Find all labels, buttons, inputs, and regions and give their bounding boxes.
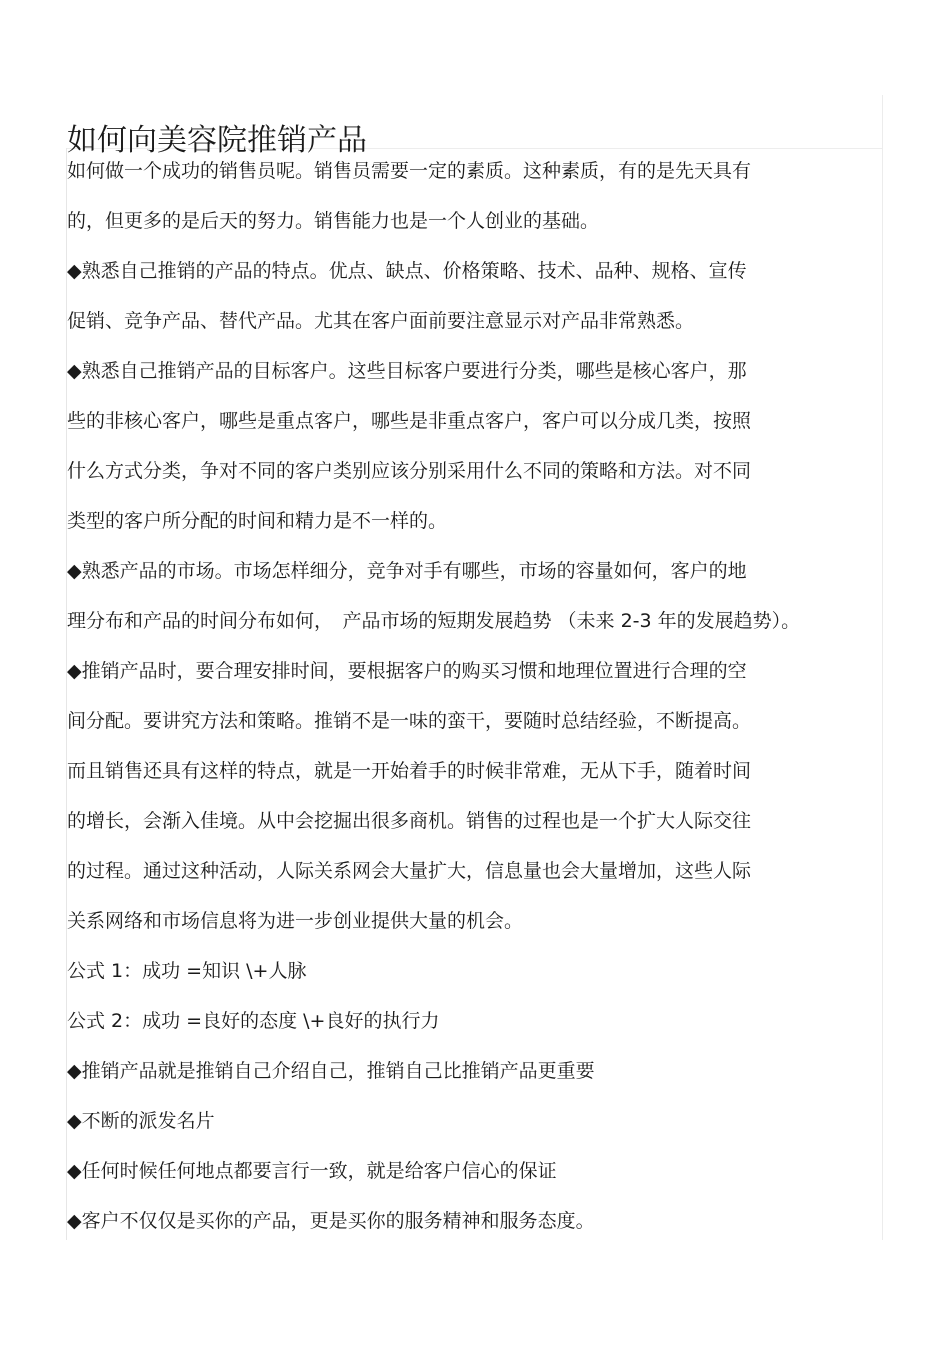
formula-line: 公式 2：成功 =良好的态度 \+良好的执行力 [67, 1010, 440, 1032]
body-line: ◆推销产品就是推销自己介绍自己，推销自己比推销产品更重要 [67, 1060, 595, 1082]
body-line: ◆任何时候任何地点都要言行一致，就是给客户信心的保证 [67, 1160, 557, 1182]
body-line: 什么方式分类，争对不同的客户类别应该分别采用什么不同的策略和方法。对不同 [67, 460, 752, 482]
body-line: ◆推销产品时，要合理安排时间，要根据客户的购买习惯和地理位置进行合理的空 [67, 660, 747, 682]
body-line: 间分配。要讲究方法和策略。推销不是一味的蛮干，要随时总结经验，不断提高。 [67, 710, 752, 732]
body-line: 促销、竞争产品、替代产品。尤其在客户面前要注意显示对产品非常熟悉。 [67, 310, 695, 332]
body-line: ◆熟悉自己推销的产品的特点。优点、缺点、价格策略、技术、品种、规格、宣传 [67, 260, 747, 282]
body-line: 关系网络和市场信息将为进一步创业提供大量的机会。 [67, 910, 524, 932]
body-line: ◆客户不仅仅是买你的产品，更是买你的服务精神和服务态度。 [67, 1210, 595, 1232]
body-line: 些的非核心客户，哪些是重点客户，哪些是非重点客户，客户可以分成几类，按照 [67, 410, 752, 432]
formula-line: 公式 1：成功 =知识 \+人脉 [67, 960, 307, 982]
body-line: 理分布和产品的时间分布如何， 产品市场的短期发展趋势 （未来 2-3 年的发展趋势）。 [67, 610, 801, 632]
body-line: ◆熟悉产品的市场。市场怎样细分，竞争对手有哪些，市场的容量如何，客户的地 [67, 560, 747, 582]
body-line: 如何做一个成功的销售员呢。销售员需要一定的素质。这种素质，有的是先天具有 [67, 160, 752, 182]
body-line: 类型的客户所分配的时间和精力是不一样的。 [67, 510, 448, 532]
body-line: 的，但更多的是后天的努力。销售能力也是一个人创业的基础。 [67, 210, 600, 232]
document-title: 如何向美容院推销产品 [67, 123, 367, 159]
body-line: 的增长，会渐入佳境。从中会挖掘出很多商机。销售的过程也是一个扩大人际交往 [67, 810, 752, 832]
body-line: ◆熟悉自己推销产品的目标客户。这些目标客户要进行分类，哪些是核心客户，那 [67, 360, 747, 382]
document-body [67, 152, 887, 1252]
body-line: ◆不断的派发名片 [67, 1110, 215, 1132]
body-line: 而且销售还具有这样的特点，就是一开始着手的时候非常难，无从下手，随着时间 [67, 760, 752, 782]
body-line: 的过程。通过这种活动，人际关系网会大量扩大，信息量也会大量增加，这些人际 [67, 860, 752, 882]
